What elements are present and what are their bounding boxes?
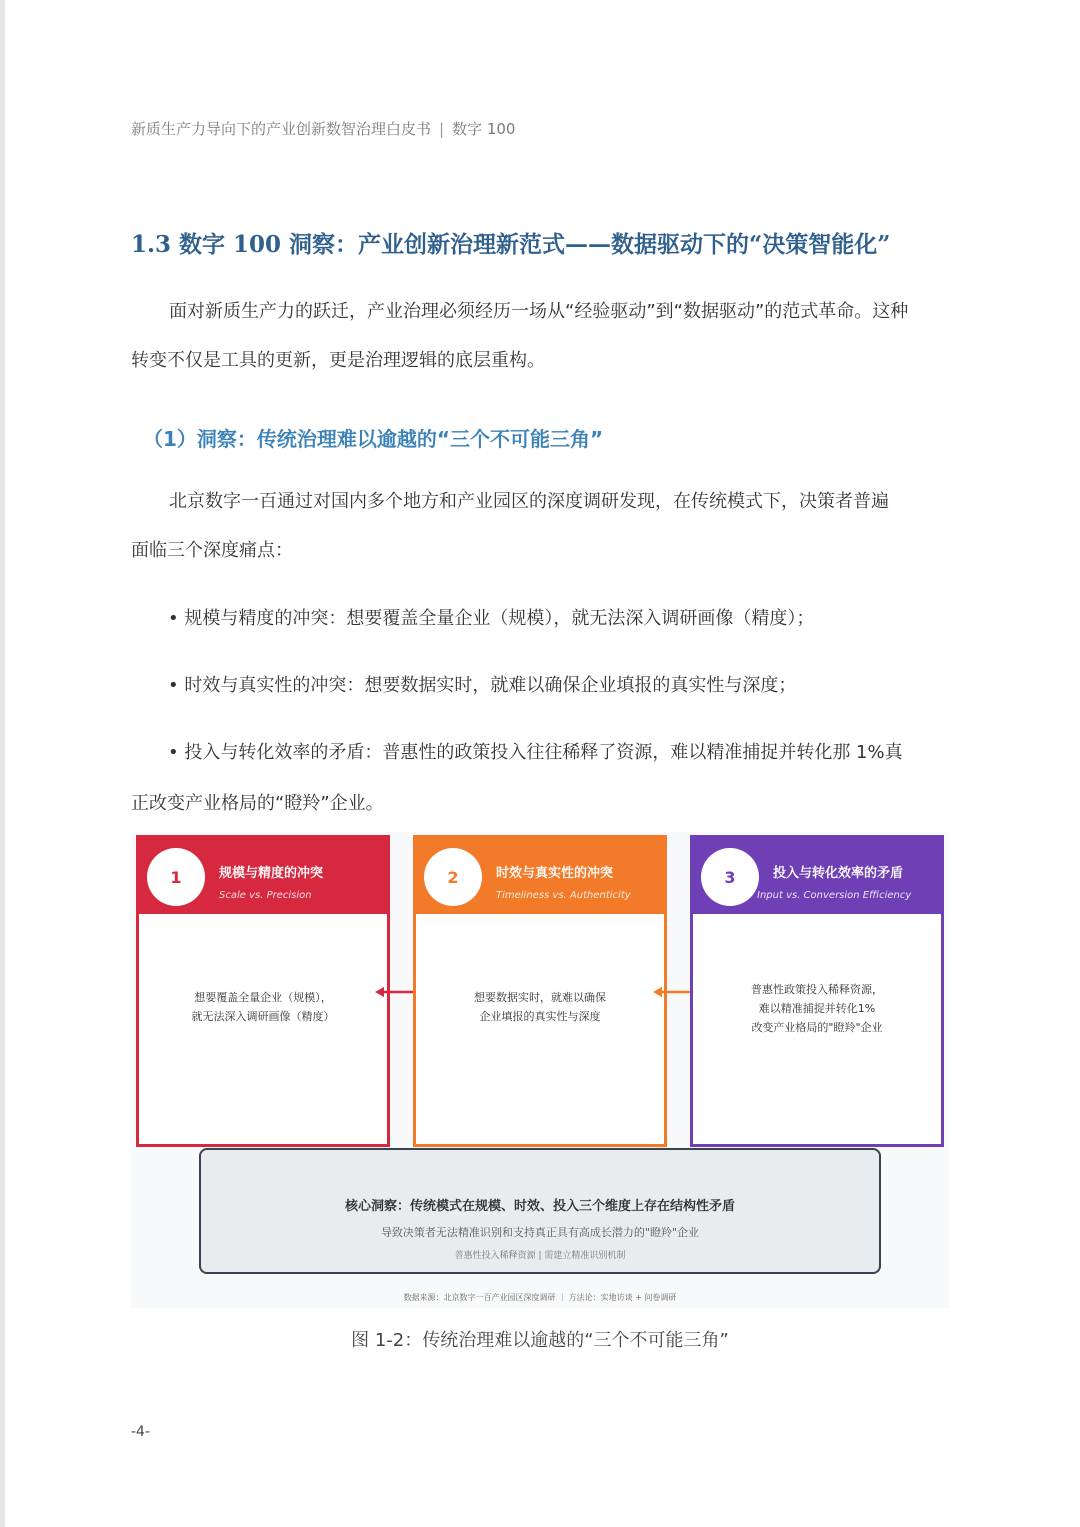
- card-body-line: 改变产业格局的"瞪羚"企业: [751, 1021, 883, 1034]
- bullet-item-3: • 投入与转化效率的矛盾：普惠性的政策投入往往稀释了资源，难以精准捕捉并转化那 1%真: [168, 742, 903, 763]
- insight-title: 核心洞察：传统模式在规模、时效、投入三个维度上存在结构性矛盾: [344, 1199, 735, 1214]
- card-subtitle: Timeliness vs. Authenticity: [496, 890, 631, 901]
- card-body-line: 想要覆盖全量企业（规模），: [194, 991, 332, 1004]
- card-scale-precision: [136, 835, 390, 1147]
- card-input-conversion: [690, 835, 944, 1147]
- page-edge-shadow: [0, 0, 5, 1527]
- card-title: 时效与真实性的冲突: [496, 866, 614, 881]
- core-insight-box: [199, 1148, 881, 1274]
- card-title: 规模与精度的冲突: [219, 866, 324, 881]
- card-body-line: 企业填报的真实性与深度: [479, 1010, 601, 1023]
- card-number: 2: [424, 848, 482, 906]
- card-body-line: 普惠性政策投入稀释资源，: [751, 983, 883, 996]
- section-heading: 1.3 数字 100 洞察：产业创新治理新范式——数据驱动下的“决策智能化”: [131, 231, 891, 258]
- figure-caption: 图 1-2：传统治理难以逾越的“三个不可能三角”: [351, 1330, 729, 1351]
- header-separator: |: [439, 120, 445, 138]
- subsection-heading: （1）洞察：传统治理难以逾越的“三个不可能三角”: [143, 427, 604, 451]
- card-body: [693, 980, 941, 1037]
- card-body: [139, 988, 387, 1026]
- header-brand: 数字 100: [452, 120, 516, 138]
- survey-line-1: 北京数字一百通过对国内多个地方和产业园区的深度调研发现，在传统模式下，决策者普遍: [169, 491, 889, 512]
- card-timeliness-authenticity: [413, 835, 667, 1147]
- card-header: [416, 838, 664, 914]
- intro-line-2: 转变不仅是工具的更新，更是治理逻辑的底层重构。: [131, 350, 545, 371]
- figure-three-triangles: [131, 832, 949, 1308]
- bullet-item-1: • 规模与精度的冲突：想要覆盖全量企业（规模），就无法深入调研画像（精度）；: [168, 608, 815, 629]
- card-body-line: 难以精准捕捉并转化1%: [758, 1002, 876, 1015]
- bullet-item-2: • 时效与真实性的冲突：想要数据实时，就难以确保企业填报的真实性与深度；: [168, 675, 797, 696]
- card-body-line: 想要数据实时，就难以确保: [474, 991, 606, 1004]
- card-number: 1: [147, 848, 205, 906]
- card-number: 3: [701, 848, 759, 906]
- card-title: 投入与转化效率的矛盾: [773, 866, 904, 881]
- card-body: [416, 988, 664, 1026]
- running-header: [131, 118, 515, 139]
- survey-line-2: 面临三个深度痛点：: [131, 540, 293, 561]
- figure-source-note: 数据来源：北京数字一百产业园区深度调研 ｜ 方法论：实地访谈 + 问卷调研: [403, 1293, 677, 1302]
- insight-footer: 普惠性投入稀释资源 | 需建立精准识别机制: [454, 1251, 626, 1261]
- insight-subtitle: 导致决策者无法精准识别和支持真正具有高成长潜力的"瞪羚"企业: [380, 1226, 700, 1239]
- intro-paragraph: [131, 287, 951, 385]
- card-subtitle: Input vs. Conversion Efficiency: [757, 890, 912, 901]
- card-body-line: 就无法深入调研画像（精度）: [191, 1010, 335, 1023]
- page-number: -4-: [131, 1424, 151, 1440]
- bullet-item-3-continuation: 正改变产业格局的“瞪羚”企业。: [131, 793, 384, 814]
- intro-line-1: 面对新质生产力的跃迁，产业治理必须经历一场从“经验驱动”到“数据驱动”的范式革命。这种: [169, 301, 909, 322]
- card-subtitle: Scale vs. Precision: [219, 890, 312, 901]
- card-header: [139, 838, 387, 914]
- card-header: [693, 838, 941, 914]
- survey-paragraph: [131, 477, 951, 575]
- header-title: 新质生产力导向下的产业创新数智治理白皮书: [131, 120, 432, 138]
